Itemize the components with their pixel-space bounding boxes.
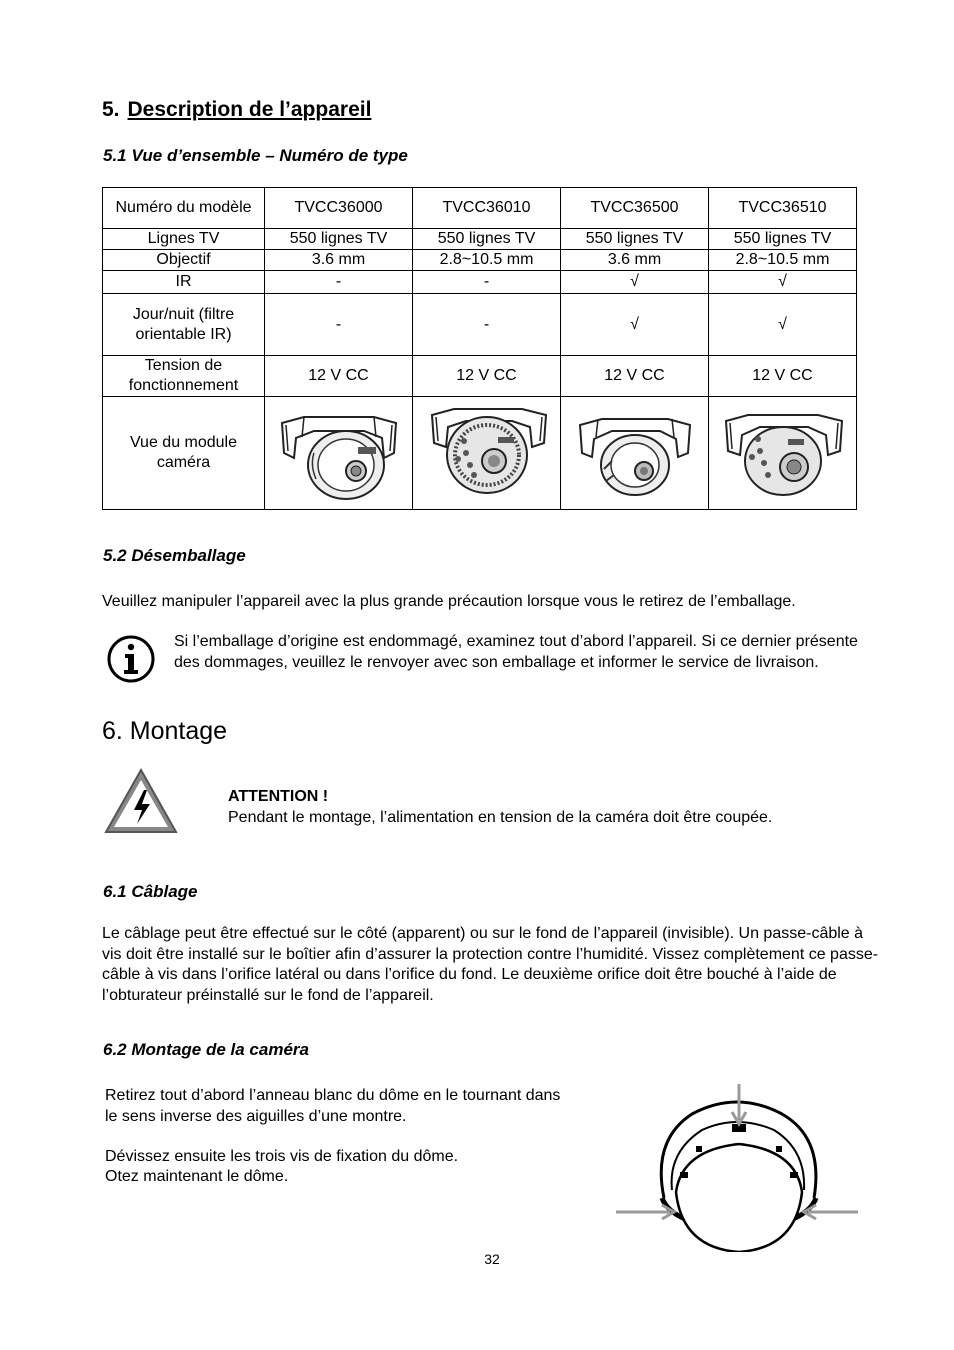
camera-module-image xyxy=(570,403,700,503)
section-6-1-title: 6.1 Câblage xyxy=(103,882,198,901)
table-cell: Vue du module caméra xyxy=(103,397,265,510)
table-cell: IR xyxy=(103,271,265,294)
section-5-2-title: 5.2 Désemballage xyxy=(103,546,246,565)
section-6-title: 6. Montage xyxy=(102,717,228,745)
table-cell: - xyxy=(265,294,413,356)
mount-paragraph-2: Dévissez ensuite les trois vis de fixation du dôme. xyxy=(105,1148,459,1165)
camera-image-cell xyxy=(709,397,857,510)
table-cell: √ xyxy=(709,271,857,294)
table-header-cell: TVCC36010 xyxy=(413,188,561,229)
section-5-title: Description de l’appareil xyxy=(127,98,372,121)
table-header-row xyxy=(103,188,857,229)
table-cell: 550 lignes TV xyxy=(265,229,413,250)
dome-camera-diagram xyxy=(612,1080,862,1252)
section-5-number: 5. xyxy=(102,98,120,121)
mount-paragraph-1: Retirez tout d’abord l’anneau blanc du dôme en le tournant dans le sens inverse des aiguilles d’une montre. xyxy=(105,1087,561,1125)
info-paragraph: Si l’emballage d’origine est endommagé, examinez tout d’abord l’appareil. Si ce dernier présente des dommages, veuillez le renvoyer avec son emballage et informer le service de livraison. xyxy=(174,633,858,671)
section-5-1-title: 5.1 Vue d’ensemble – Numéro de type xyxy=(103,146,408,165)
table-cell: - xyxy=(413,294,561,356)
table-row xyxy=(103,229,857,250)
attention-text: Pendant le montage, l’alimentation en tension de la caméra doit être coupée. xyxy=(228,809,773,826)
camera-module-image xyxy=(274,403,404,503)
section-5-heading xyxy=(102,98,371,122)
table-header-cell: TVCC36500 xyxy=(561,188,709,229)
model-spec-table xyxy=(102,187,857,510)
table-cell: 550 lignes TV xyxy=(561,229,709,250)
table-row xyxy=(103,294,857,356)
info-icon xyxy=(106,634,156,684)
table-cell: Objectif xyxy=(103,250,265,271)
attention-label: ATTENTION ! xyxy=(228,788,329,805)
table-row xyxy=(103,250,857,271)
wiring-paragraph: Le câblage peut être effectué sur le côté (apparent) ou sur le fond de l’appareil (invisible). Un passe-câble à vis doit être installé sur le boîtier afin d’assurer la protection contre l’humidité. Vissez complètement ce passe-câble à vis dans l’orifice latéral ou dans l’orifice du fond. Le deuxième orifice doit être bouché à l’aide de l’obturateur préinstallé sur le fond de l’appareil. xyxy=(102,925,879,1004)
table-cell: Jour/nuit (filtre orientable IR) xyxy=(103,294,265,356)
table-cell: √ xyxy=(561,271,709,294)
table-cell: - xyxy=(265,271,413,294)
table-row xyxy=(103,356,857,397)
table-cell: Lignes TV xyxy=(103,229,265,250)
camera-image-cell xyxy=(265,397,413,510)
mount-paragraph-3: Otez maintenant le dôme. xyxy=(105,1168,289,1185)
table-row xyxy=(103,397,857,510)
attention-block xyxy=(228,786,772,828)
section-6-2-title: 6.2 Montage de la caméra xyxy=(103,1040,309,1059)
table-cell: 12 V CC xyxy=(561,356,709,397)
camera-image-cell xyxy=(413,397,561,510)
table-cell: 2.8~10.5 mm xyxy=(413,250,561,271)
table-cell: 12 V CC xyxy=(265,356,413,397)
unpacking-paragraph: Veuillez manipuler l’appareil avec la plus grande précaution lorsque vous le retirez de l’emballage. xyxy=(102,593,796,610)
table-cell: √ xyxy=(561,294,709,356)
table-header-cell: TVCC36510 xyxy=(709,188,857,229)
table-cell: 12 V CC xyxy=(413,356,561,397)
table-header-cell: Numéro du modèle xyxy=(103,188,265,229)
table-cell: 3.6 mm xyxy=(265,250,413,271)
table-cell: √ xyxy=(709,294,857,356)
table-cell: 3.6 mm xyxy=(561,250,709,271)
table-cell: - xyxy=(413,271,561,294)
camera-module-image xyxy=(422,403,552,503)
camera-module-image xyxy=(718,403,848,503)
high-voltage-warning-icon xyxy=(104,768,178,834)
table-cell: 12 V CC xyxy=(709,356,857,397)
page-number: 32 xyxy=(484,1251,500,1267)
table-cell: 2.8~10.5 mm xyxy=(709,250,857,271)
table-row xyxy=(103,271,857,294)
table-header-cell: TVCC36000 xyxy=(265,188,413,229)
camera-image-cell xyxy=(561,397,709,510)
table-cell: 550 lignes TV xyxy=(709,229,857,250)
table-cell: 550 lignes TV xyxy=(413,229,561,250)
table-cell: Tension de fonctionnement xyxy=(103,356,265,397)
